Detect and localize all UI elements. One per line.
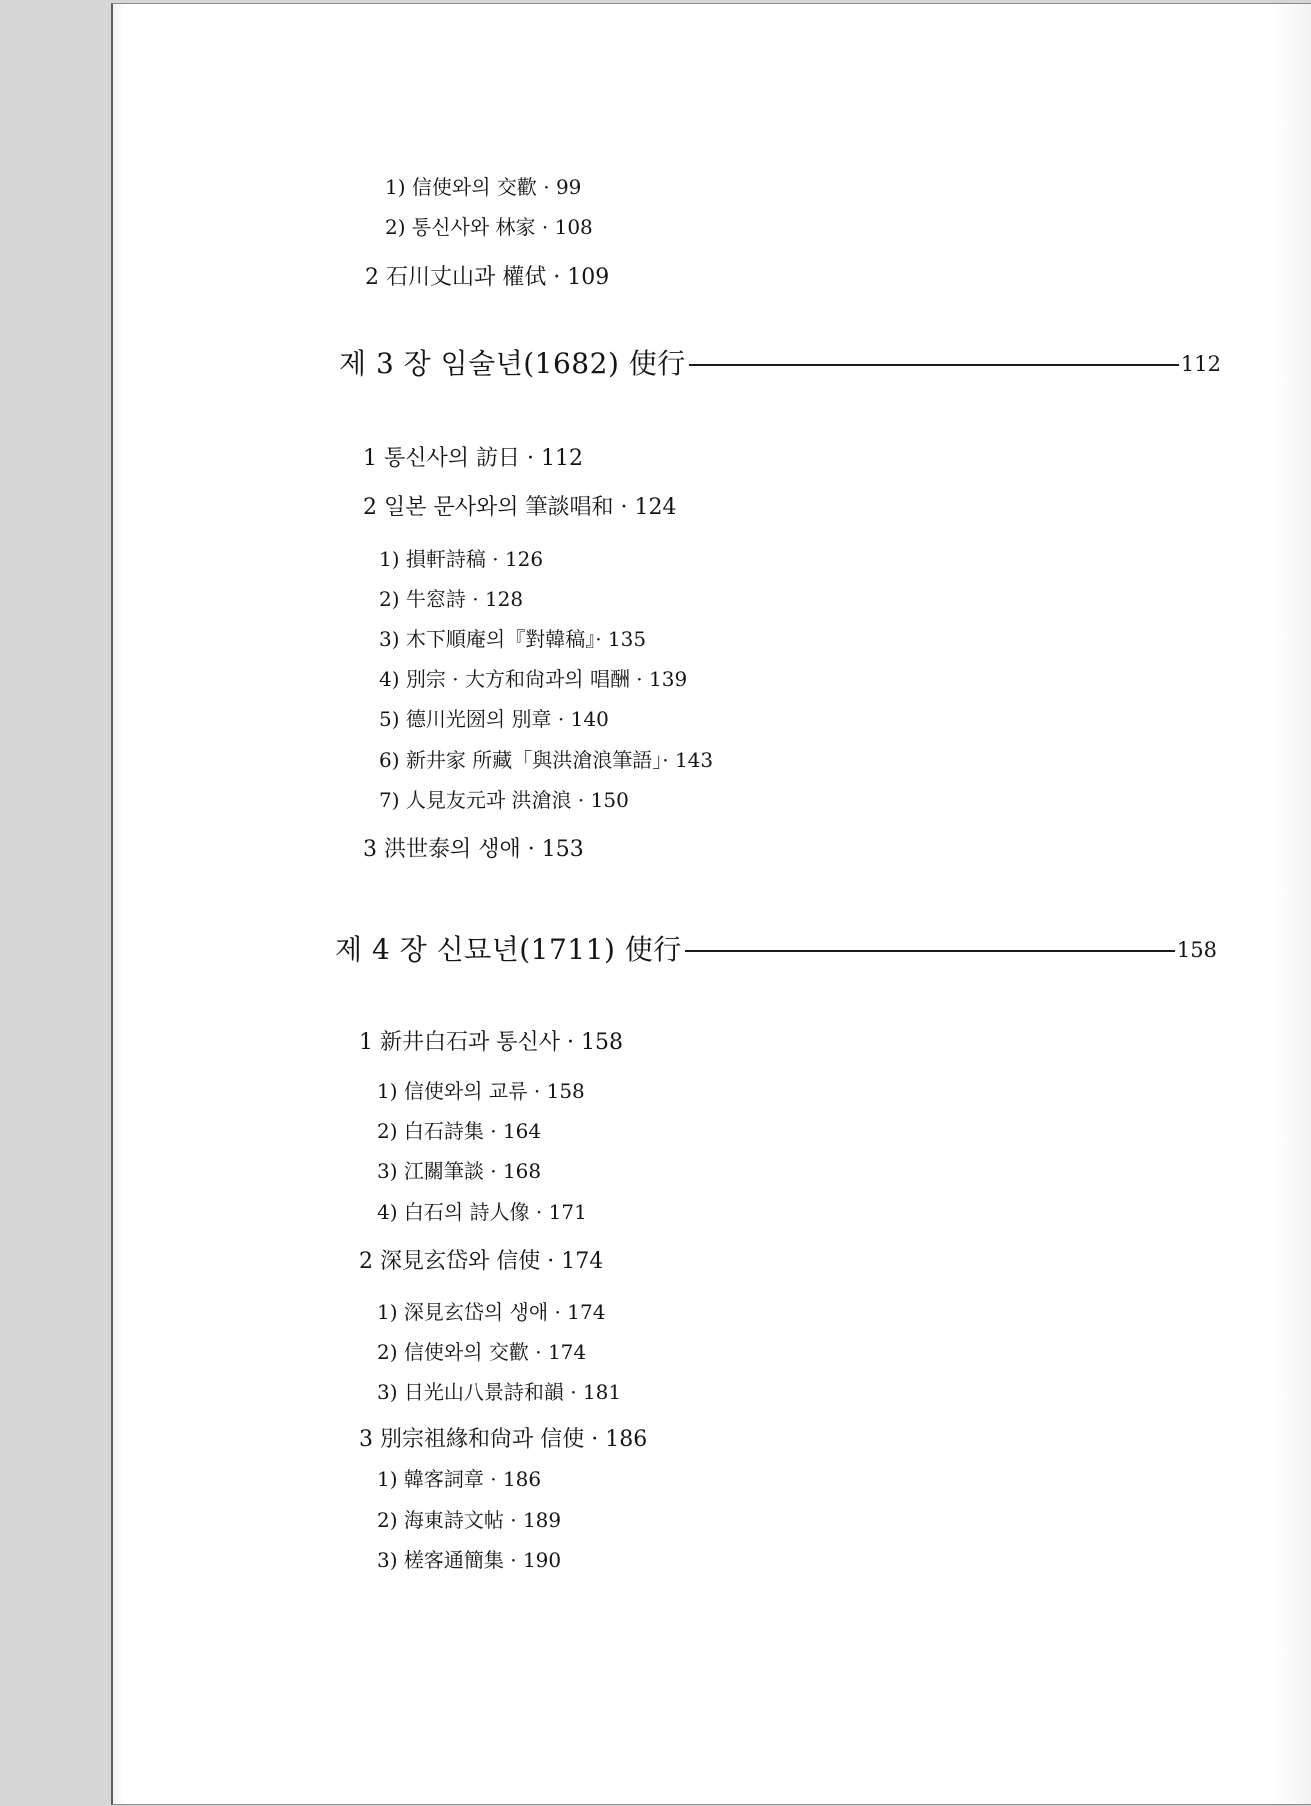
toc-subsection: 1) 信使와의 교류 · 158 bbox=[377, 1079, 585, 1103]
toc-section: 1 新井白石과 통신사 · 158 bbox=[359, 1030, 623, 1055]
toc-section: 3 洪世泰의 생애 · 153 bbox=[363, 837, 584, 862]
toc-subsection: 3) 江關筆談 · 168 bbox=[377, 1159, 542, 1183]
toc-subsection: 3) 槎客通簡集 · 190 bbox=[377, 1548, 562, 1572]
table-of-contents bbox=[113, 4, 1311, 1804]
toc-subsection: 3) 木下順庵의『對韓稿』· 135 bbox=[379, 627, 647, 651]
toc-section: 2 일본 문사와의 筆談唱和 · 124 bbox=[363, 495, 677, 520]
toc-subsection: 6) 新井家 所藏「與洪滄浪筆語」· 143 bbox=[379, 748, 714, 772]
toc-subsection: 2) 海東詩文帖 · 189 bbox=[377, 1508, 562, 1532]
chapter-title: 제 4 장 신묘년(1711) 使行 bbox=[335, 933, 682, 966]
toc-subsection: 4) 白石의 詩人像 · 171 bbox=[377, 1200, 587, 1224]
toc-subsection: 4) 別宗 · 大方和尙과의 唱酬 · 139 bbox=[379, 667, 688, 691]
toc-subsection: 2) 信使와의 交歡 · 174 bbox=[377, 1340, 587, 1364]
toc-subsection: 2) 白石詩集 · 164 bbox=[377, 1119, 542, 1143]
chapter-title: 제 3 장 임술년(1682) 使行 bbox=[339, 347, 686, 380]
toc-section: 3 別宗祖緣和尙과 信使 · 186 bbox=[359, 1427, 648, 1452]
toc-subsection: 2) 牛窓詩 · 128 bbox=[379, 587, 524, 611]
toc-subsection: 5) 德川光圀의 別章 · 140 bbox=[379, 707, 609, 731]
toc-subsection: 2) 통신사와 林家 · 108 bbox=[385, 215, 593, 239]
toc-section: 2 石川丈山과 權侙 · 109 bbox=[365, 265, 610, 290]
chapter-page-number: 112 bbox=[1180, 351, 1221, 376]
toc-chapter-4 bbox=[335, 933, 1217, 966]
dot-leader-line bbox=[685, 950, 1175, 952]
toc-subsection: 1) 損軒詩稿 · 126 bbox=[379, 547, 544, 571]
toc-chapter-3 bbox=[339, 347, 1221, 380]
dot-leader-line bbox=[689, 364, 1179, 366]
toc-subsection: 3) 日光山八景詩和韻 · 181 bbox=[377, 1380, 622, 1404]
toc-subsection: 7) 人見友元과 洪滄浪 · 150 bbox=[379, 788, 629, 812]
toc-subsection: 1) 深見玄岱의 생애 · 174 bbox=[377, 1300, 606, 1324]
chapter-page-number: 158 bbox=[1176, 937, 1217, 962]
book-page bbox=[111, 3, 1311, 1805]
toc-subsection: 1) 韓客詞章 · 186 bbox=[377, 1467, 542, 1491]
toc-subsection: 1) 信使와의 交歡 · 99 bbox=[385, 175, 582, 199]
toc-section: 2 深見玄岱와 信使 · 174 bbox=[359, 1249, 604, 1274]
toc-section: 1 통신사의 訪日 · 112 bbox=[363, 446, 583, 471]
